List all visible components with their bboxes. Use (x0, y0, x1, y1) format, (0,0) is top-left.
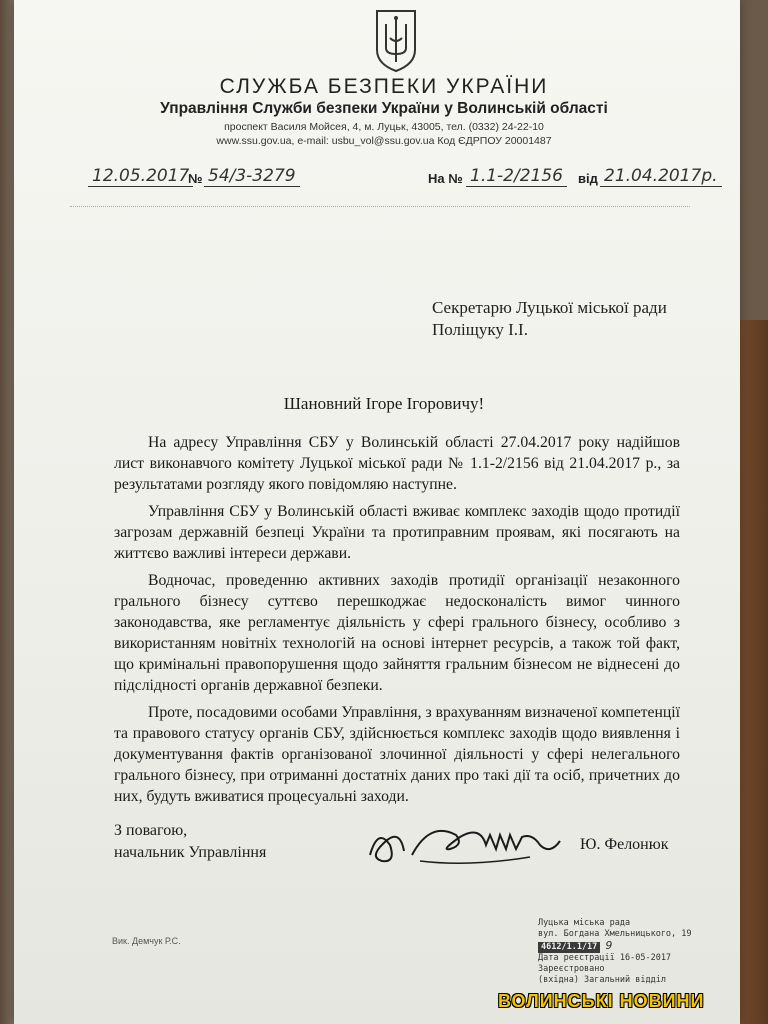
outgoing-number: 54/3-3279 (204, 166, 300, 187)
divider (70, 206, 690, 207)
incoming-number: 1.1-2/2156 (466, 166, 567, 187)
paragraph-2: Управління СБУ у Волинській області вживає комплекс заходів щодо протидії загрозам державній безпеці України та протиправним проявам, які посягають на життєво важливі інтереси держави. (114, 503, 680, 562)
organization-subtitle: Управління Служби безпеки України у Волинській області (160, 100, 608, 117)
stamp-line-6: (вхідна) Загальний відділ (538, 975, 666, 985)
watermark-logo: ВОЛИНСЬКІ НОВИНИ (498, 991, 705, 1011)
letter-body (114, 432, 680, 813)
organization-title: СЛУЖБА БЕЗПЕКИ УКРАЇНИ (219, 75, 549, 98)
closing-greeting: З повагою, (114, 822, 188, 839)
paragraph-4: Проте, посадовими особами Управління, з врахуванням визначеної компетенції та правового статусу органів СБУ, здійснюється комплекс заходів щодо виявлення і документування фактів організованої злочинної діяльності у сфері нелегального грального бізнесу, при отриманні достатніх даних про такі дії та осіб, причетних до них, будуть вживатися процесуальні заходи. (114, 704, 681, 805)
stamp-reg-number: 4612/1.1/17 (538, 942, 600, 953)
recipient-name: Поліщуку І.І. (432, 320, 528, 339)
closing-position: начальник Управління (114, 844, 267, 861)
incoming-date-label: від (578, 171, 598, 186)
stamp-line-2: вул. Богдана Хмельницького, 19 (538, 929, 692, 939)
organization-address: проспект Василя Мойсея, 4, м. Луцьк, 43005, тел. (0332) 24-22-10 (224, 121, 544, 133)
incoming-date: 21.04.2017р. (600, 166, 722, 187)
stamp-line-4: Дата реєстрації 16-05-2017 (538, 953, 672, 963)
outgoing-date: 12.05.2017 (88, 166, 193, 187)
organization-contacts: www.ssu.gov.ua, e-mail: usbu_vol@ssu.gov.ua Код ЄДРПОУ 20001487 (216, 135, 552, 147)
stamp-line-1: Луцька міська рада (538, 918, 631, 928)
paragraph-3: Водночас, проведенню активних заходів протидії організації незаконного грального бізнесу суттєво перешкоджає недосконалість вимог чинного законодавства, яке регламентує діяльність у сфері грального бізнесу, особливо з використанням новітніх технологій на основі інтернет ресурсів, а також той факт, що кримінальні правопорушення щодо зайняття гральним бізнесом не віднесені до підслідності органів державної безпеки. (114, 572, 680, 694)
registration-stamp (538, 918, 708, 986)
signatory-name: Ю. Фелонюк (580, 836, 669, 853)
incoming-number-label: На № (428, 171, 463, 186)
executor: Вик. Демчук Р.С. (112, 936, 181, 946)
signature-icon (360, 815, 576, 875)
outgoing-number-label: № (188, 171, 203, 186)
paragraph-1: На адресу Управління СБУ у Волинській області 27.04.2017 року надійшов лист виконавчого комітету Луцької міської ради № 1.1-2/2156 від 21.04.2017 р., за результатами розгляду якого повідомляю наступне. (114, 434, 680, 493)
trident-emblem-icon (374, 8, 418, 74)
salutation: Шановний Ігоре Ігоровичу! (283, 394, 485, 413)
recipient-title: Секретарю Луцької міської ради (432, 298, 667, 317)
stamp-line-5: Зареєстровано (538, 964, 605, 974)
stamp-reg-suffix: 9 (605, 939, 613, 952)
stamp-reg-row (538, 940, 708, 953)
